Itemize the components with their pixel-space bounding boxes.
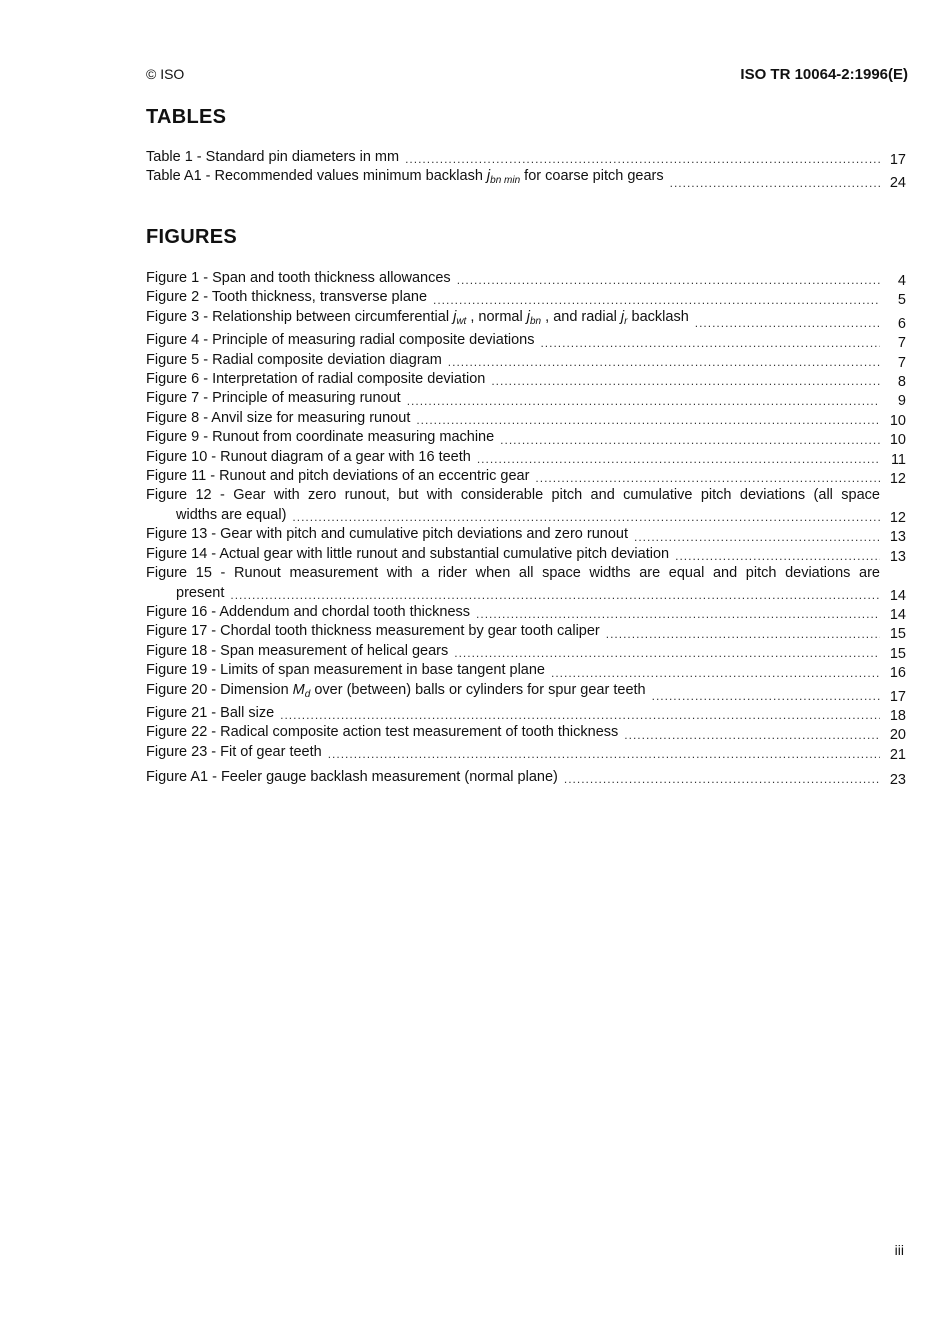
- copyright-notice: © ISO: [146, 66, 185, 82]
- toc-entry-figure-23[interactable]: [146, 743, 906, 762]
- leader-dots: [535, 470, 880, 486]
- toc-entry-figure-22[interactable]: [146, 723, 906, 742]
- toc-entry-label: Figure 1 - Span and tooth thickness allowances: [146, 270, 451, 286]
- leader-dots: [457, 272, 880, 288]
- toc-entry-page: 24: [889, 175, 906, 192]
- toc-entry-figure-3[interactable]: [146, 308, 906, 331]
- toc-entry-page: 17: [889, 152, 906, 168]
- leader-dots: [491, 373, 880, 389]
- toc-entry-figure-21[interactable]: [146, 704, 906, 723]
- annex-figures-list: [146, 768, 906, 787]
- toc-entry-page: 10: [889, 432, 906, 449]
- toc-entry-label: Figure 3 - Relationship between circumferential $j_{wt}$ , normal $j_{bn}$ , and radial $j_r$ backlash: [146, 308, 689, 327]
- toc-entry-page: 13: [889, 529, 906, 546]
- toc-entry-page: 15: [889, 645, 906, 662]
- toc-entry-figure-5[interactable]: [146, 351, 906, 370]
- leader-dots: [433, 292, 880, 308]
- toc-entry-figure-20[interactable]: [146, 681, 906, 704]
- toc-entry-figure-1[interactable]: [146, 269, 906, 288]
- leader-dots: [540, 335, 880, 351]
- toc-entry-label: Figure 20 - Dimension $M_d$ over (between) balls or cylinders for spur gear teeth: [146, 681, 646, 700]
- page-number: iii: [894, 1242, 904, 1258]
- toc-entry-label: Figure 4 - Principle of measuring radial composite deviations: [146, 332, 535, 349]
- toc-entry-figure-17[interactable]: [146, 622, 906, 641]
- toc-entry-figure-12[interactable]: [146, 486, 906, 525]
- toc-entry-label: Figure 16 - Addendum and chordal tooth thickness: [146, 603, 471, 620]
- toc-entry-label: Figure 21 - Ball size: [146, 704, 275, 721]
- toc-entry-figure-a1[interactable]: [146, 768, 906, 787]
- toc-entry-page: 15: [889, 626, 906, 643]
- toc-entry-page: 7: [897, 354, 906, 371]
- toc-entry-figure-11[interactable]: [146, 467, 906, 486]
- toc-entry-label: [146, 167, 664, 190]
- leader-dots: [230, 587, 880, 603]
- leader-dots: [670, 175, 880, 191]
- toc-entry-page: 12: [889, 509, 906, 526]
- leader-dots: [477, 451, 880, 467]
- toc-entry-page: 7: [897, 335, 906, 352]
- toc-entry-page: 10: [889, 412, 906, 429]
- toc-entry-page: 6: [897, 315, 906, 332]
- tables-heading: TABLES: [146, 106, 227, 128]
- toc-entry-page: 23: [889, 772, 906, 788]
- toc-entry-page: 14: [889, 606, 906, 623]
- label-text: for coarse pitch gears: [520, 168, 664, 185]
- leader-dots: [500, 432, 880, 448]
- toc-entry-page: 9: [897, 393, 906, 410]
- tables-list: [146, 148, 906, 191]
- leader-dots: [416, 412, 880, 428]
- toc-entry-label: Figure 10 - Runout diagram of a gear with 16 teeth: [146, 448, 471, 465]
- label-text: Table A1 - Recommended values minimum backlash: [146, 168, 487, 185]
- toc-entry-figure-19[interactable]: [146, 661, 906, 680]
- leader-dots: [634, 529, 880, 545]
- toc-entry-figure-16[interactable]: [146, 603, 906, 622]
- toc-entry-figure-7[interactable]: [146, 389, 906, 408]
- leader-dots: [624, 727, 880, 743]
- toc-entry-page: 16: [889, 665, 906, 682]
- toc-entry-page: 11: [890, 451, 906, 468]
- leader-dots: [448, 354, 880, 370]
- toc-entry-label: Figure 11 - Runout and pitch deviations of an eccentric gear: [146, 468, 530, 485]
- symbol-subscript: bn min: [490, 175, 521, 187]
- toc-entry-page: 8: [897, 374, 906, 391]
- toc-entry-label: Figure 15 - Runout measurement with a rider when all space widths are equal and pitch deviations are: [146, 565, 880, 582]
- toc-entry-label: Figure 6 - Interpretation of radial composite deviation: [146, 371, 486, 388]
- toc-entry-page: 20: [889, 727, 906, 744]
- toc-entry-figure-14[interactable]: [146, 545, 906, 564]
- toc-entry-figure-8[interactable]: [146, 409, 906, 428]
- toc-entry-label: Table 1 - Standard pin diameters in mm: [146, 149, 400, 165]
- toc-entry-label: Figure 9 - Runout from coordinate measuring machine: [146, 429, 495, 446]
- toc-entry-page: 17: [889, 688, 906, 705]
- leader-dots: [675, 548, 880, 564]
- toc-entry-label: Figure 12 - Gear with zero runout, but with considerable pitch and cumulative pitch deviations (all space: [146, 487, 880, 504]
- leader-dots: [695, 315, 880, 331]
- toc-entry-figure-10[interactable]: [146, 448, 906, 467]
- toc-entry-figure-18[interactable]: [146, 642, 906, 661]
- toc-entry-figure-13[interactable]: [146, 525, 906, 544]
- document-id: ISO TR 10064-2:1996(E): [740, 66, 908, 83]
- toc-entry-figure-6[interactable]: [146, 370, 906, 389]
- toc-entry-label: Figure 5 - Radial composite deviation diagram: [146, 351, 442, 368]
- toc-entry-page: 4: [897, 273, 906, 289]
- leader-dots: [328, 746, 880, 762]
- leader-dots: [606, 626, 880, 642]
- toc-entry-label-continued: widths are equal): [176, 506, 287, 523]
- toc-entry-label: Figure 8 - Anvil size for measuring runout: [146, 409, 411, 426]
- figures-list: [146, 269, 906, 762]
- toc-entry-label: Figure 13 - Gear with pitch and cumulative pitch deviations and zero runout: [146, 526, 628, 543]
- toc-entry-label: Figure 23 - Fit of gear teeth: [146, 743, 322, 760]
- toc-entry-figure-15[interactable]: [146, 564, 906, 603]
- figures-heading: FIGURES: [146, 226, 237, 248]
- toc-entry-page: 5: [897, 292, 906, 309]
- toc-entry-figure-4[interactable]: [146, 331, 906, 350]
- leader-dots: [652, 688, 880, 704]
- toc-entry-page: 18: [889, 707, 906, 724]
- leader-dots: [405, 151, 880, 167]
- leader-dots: [407, 393, 880, 409]
- toc-entry-label-continued: present: [176, 584, 225, 601]
- leader-dots: [551, 665, 880, 681]
- toc-entry-page: 12: [889, 471, 906, 488]
- leader-dots: [280, 707, 880, 723]
- toc-entry-page: 14: [889, 587, 906, 604]
- leader-dots: [476, 606, 880, 622]
- toc-entry-figure-9[interactable]: [146, 428, 906, 447]
- leader-dots: [564, 771, 880, 787]
- toc-entry-page: 13: [889, 548, 906, 565]
- toc-entry-label: Figure 22 - Radical composite action test measurement of tooth thickness: [146, 724, 619, 741]
- toc-entry-table-a1[interactable]: [146, 167, 906, 190]
- leader-dots: [454, 645, 880, 661]
- toc-entry-label: Figure 17 - Chordal tooth thickness measurement by gear tooth caliper: [146, 623, 600, 640]
- toc-entry-label: Figure 19 - Limits of span measurement in base tangent plane: [146, 662, 545, 679]
- symbol: j: [486, 168, 491, 185]
- leader-dots: [292, 509, 880, 525]
- toc-entry-label: Figure 7 - Principle of measuring runout: [146, 390, 401, 407]
- toc-entry-label: Figure 14 - Actual gear with little runout and substantial cumulative pitch deviation: [146, 545, 670, 562]
- toc-entry-label: Figure 18 - Span measurement of helical gears: [146, 642, 449, 659]
- toc-entry-page: 21: [889, 746, 906, 763]
- toc-entry-figure-2[interactable]: [146, 288, 906, 307]
- toc-entry-table-1[interactable]: [146, 148, 906, 167]
- toc-entry-label: Figure 2 - Tooth thickness, transverse plane: [146, 289, 428, 306]
- toc-entry-label: Figure A1 - Feeler gauge backlash measurement (normal plane): [146, 769, 558, 785]
